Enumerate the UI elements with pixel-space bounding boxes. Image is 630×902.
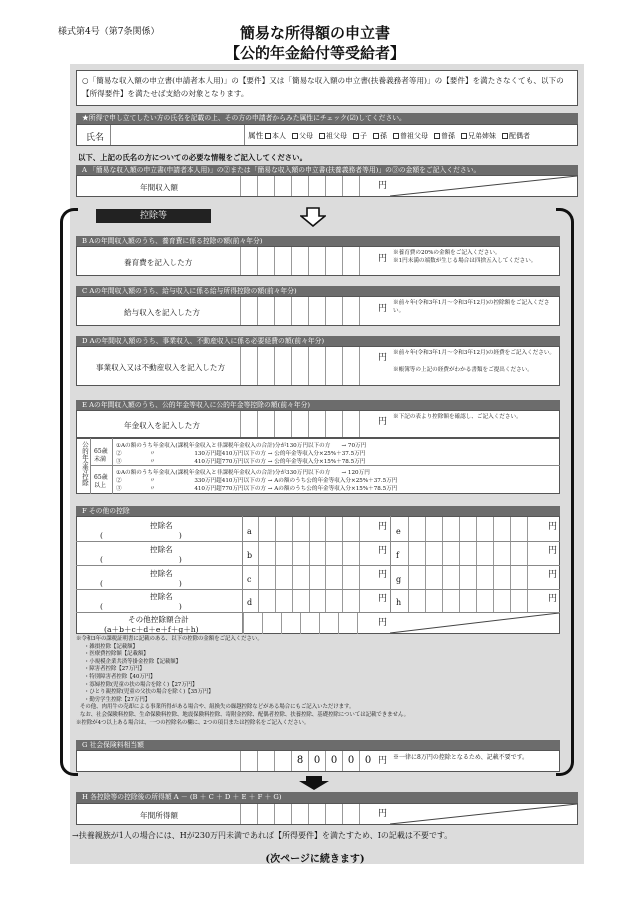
pension-row: ② 〃 130万円超410万円以下の方 → 公的年金等収入分×25%＋37.5万円 (116, 451, 366, 457)
section-a-label: 年間収入額 (140, 183, 178, 192)
pension-divider (112, 438, 113, 494)
checkbox[interactable] (502, 133, 508, 139)
section-d-label: 事業収入又は不動産収入を記入した方 (96, 363, 226, 372)
section-h-label: 年間所得額 (140, 811, 178, 820)
f-notes (76, 636, 560, 727)
pension-row: ③ 〃 410万円超770万円以下の方 → Aの額のうち公的年金等収入分×15%＋78.5万円 (116, 486, 398, 492)
attr-label: 属性 (248, 131, 264, 140)
checkbox[interactable] (434, 133, 440, 139)
relation-checkboxes (265, 131, 530, 141)
section-c-label: 給与収入を記入した方 (124, 308, 200, 317)
f-yen: 円 (548, 594, 558, 604)
f-note: ・特別障害者控除【40万円】 (84, 673, 156, 680)
f-item-label: 控除名 (150, 592, 173, 601)
section-a-amount-field[interactable] (240, 176, 376, 196)
following-note: 以下、上記の氏名の方についての必要な情報をご記入してください。 (78, 153, 307, 162)
arrow-down-icon (300, 207, 326, 227)
f-amount-f[interactable] (408, 542, 544, 565)
f-item-label: 控除名 (150, 521, 173, 530)
section-f-bar: F その他の控除 (76, 506, 560, 516)
f-col-divider (390, 516, 391, 612)
f-yen: 円 (378, 570, 388, 580)
f-letter-f: f (396, 551, 399, 560)
name-field[interactable] (110, 125, 245, 145)
checkbox[interactable] (393, 133, 399, 139)
section-b-bar: B Aの年間収入額のうち、養育費に係る控除の額(前々年分) (76, 236, 560, 246)
f-total-formula: (a＋b＋c＋d＋e＋f＋g＋h) (104, 625, 199, 634)
f-note: ・障害者控除【27万円】 (84, 666, 145, 673)
relation-option[interactable]: 曾孫 (434, 131, 455, 141)
section-e-yen: 円 (378, 417, 388, 427)
section-c-amount-field[interactable] (240, 297, 376, 325)
f-amount-g[interactable] (408, 566, 544, 589)
relation-option[interactable]: 配偶者 (502, 131, 530, 141)
section-d-note2: ※帳簿等の上記の経費がわかる書類をご提出ください。 (393, 367, 533, 373)
section-a-yen: 円 (378, 181, 388, 191)
pension-divider (90, 438, 91, 494)
f-note: なお、社会保険料控除、生命保険料控除、地震保険料控除、寄附金控除、配偶者控除、扶養控除、基礎控除については記載できません。 (80, 711, 410, 718)
f-note: ・小規模企業共済等掛金控除【記載額】 (84, 658, 182, 665)
f-yen: 円 (378, 546, 388, 556)
section-e-note: ※下記の表より控除額を確認し、ご記入ください。 (393, 414, 522, 420)
f-letter-g: g (396, 575, 402, 584)
section-d-bar: D Aの年間収入額のうち、事業収入、不動産収入に係る必要経費の額(前々年分) (76, 336, 560, 346)
pension-row: ② 〃 330万円超410万円以下の方 → Aの額のうち公的年金等収入分×25%＋37.5万円 (116, 478, 398, 484)
f-note: ※令和3年の課税証明書に記載のある、以下の控除の金額をご記入ください。 (76, 636, 263, 642)
f-total-amount[interactable] (243, 613, 376, 634)
f-item-paren[interactable]: ( ) (100, 579, 182, 588)
section-b-note1: ※養育費の20%の金額をご記入ください。 (393, 250, 501, 256)
checkbox[interactable] (461, 133, 467, 139)
name-label: 氏名 (86, 133, 105, 143)
f-amount-h[interactable] (408, 590, 544, 612)
f-yen: 円 (548, 546, 558, 556)
star-note-bar: ★所得で申し立てしたい方の氏名を記載の上、その方の申請者からみた属性にチェック(☑)してください。 (76, 113, 578, 124)
f-amount-b[interactable] (258, 542, 376, 565)
g-digit: 0 (342, 751, 359, 771)
section-d-amount-field[interactable] (240, 347, 376, 385)
f-letter-d: d (247, 598, 253, 607)
relation-option[interactable]: 曾祖父母 (393, 131, 428, 141)
f-yen: 円 (548, 522, 558, 532)
f-total-label: その他控除額合計 (128, 615, 189, 624)
section-g-note: ※一律に8万円の控除となるため、記載不要です。 (393, 754, 529, 761)
section-g-amount (240, 751, 376, 771)
f-yen: 円 (378, 594, 388, 604)
section-e-bar: E Aの年間収入額のうち、公的年金等収入に公的年金等控除の額(前々年分) (76, 400, 560, 410)
pension-divider (90, 465, 560, 466)
relation-option[interactable]: 祖父母 (319, 131, 347, 141)
relation-option[interactable]: 子 (353, 131, 367, 141)
f-note: ・勤労学生控除【27万円】 (84, 696, 151, 703)
pension-under65-label: 65歳未満 (94, 448, 108, 463)
f-amount-c[interactable] (258, 566, 376, 589)
f-item-paren[interactable]: ( ) (100, 555, 182, 564)
section-h-diagonal (390, 804, 577, 824)
section-e-label: 年金収入を記入した方 (124, 421, 200, 430)
f-item-label: 控除名 (150, 545, 173, 554)
intro-note: ○「簡易な収入額の申立書(申請者本人用)」の【要件】又は「簡易な収入額の申立書(扶養義務者等用)」の【要件】を満たさなくても、以下の【所得要件】を満たせば支給の対象となります。 (76, 70, 578, 106)
deduction-tag: 控除等 (96, 209, 211, 223)
section-b-note2: ※1円未満の端数が生じる場合は四捨五入してください。 (393, 258, 537, 264)
title-line2: 【公的年金給付等受給者】 (224, 44, 405, 62)
section-c-yen: 円 (378, 304, 388, 314)
f-note: ・雑損控除【記載額】 (84, 643, 138, 650)
section-e-amount-field[interactable] (240, 411, 376, 437)
checkbox[interactable] (373, 133, 379, 139)
section-h-bar: H 各控除等の控除後の所得額 A － (B ＋ C ＋ D ＋ E ＋ F ＋ G) (76, 792, 578, 803)
f-letter-c: c (247, 575, 252, 584)
section-h-amount-field[interactable] (240, 804, 376, 824)
f-yen: 円 (378, 522, 388, 532)
f-total-yen: 円 (378, 618, 388, 628)
g-digit: 0 (308, 751, 325, 771)
pension-side-label: 公的年金等控除 (81, 441, 89, 486)
pension-row: ①Aの額のうち年金収入(課税年金収入と非課税年金収入の合計)分が130万円以下の方 → 70万円 (116, 443, 367, 449)
section-b-yen: 円 (378, 254, 388, 264)
section-d-note1: ※前々年(令和3年1月～令和3年12月)の経費をご記入ください。 (393, 350, 556, 356)
section-b-label: 養育費を記入した方 (124, 258, 193, 267)
relation-option[interactable]: 孫 (373, 131, 387, 141)
arrow-down-icon (298, 776, 330, 790)
section-c-note: ※前々年(令和3年1月～令和3年12月)の控除額をご記入ください。 (393, 300, 550, 314)
f-note: ・寡婦控除(児童の扶の場合を除く)【27万円】 (84, 681, 198, 688)
relation-option[interactable]: 兄弟姉妹 (461, 131, 496, 141)
section-a-diagonal (390, 176, 577, 196)
pension-over65-label: 65歳以上 (94, 474, 108, 489)
pension-row: ①Aの額のうち年金収入(課税年金収入と非課税年金収入の合計)分が330万円以下の方 → 120万円 (116, 470, 370, 476)
continue-note: (次ページに続きます) (265, 854, 365, 865)
g-digit: 0 (325, 751, 342, 771)
f-item-paren[interactable]: ( ) (100, 531, 182, 540)
f-item-paren[interactable]: ( ) (100, 602, 182, 611)
f-note: ・医療費控除額【記載額】 (84, 651, 149, 658)
f-yen: 円 (548, 570, 558, 580)
section-c-bar: C Aの年間収入額のうち、給与収入に係る給与所得控除の額(前々年分) (76, 286, 560, 296)
g-digit: 8 (291, 751, 308, 771)
checkbox[interactable] (292, 133, 298, 139)
section-d-yen: 円 (378, 353, 388, 363)
footer-note: →扶養親族が1人の場合には、Hが230万円未満であれば【所得要件】を満たすため、Ⅰの記載は不要です。 (72, 831, 453, 840)
section-a-bar: A 「簡易な収入額の申立書(申請者本人用)」の②または「簡易な収入額の申立書(扶養義務者等用)」の③の金額をご記入ください。 (76, 165, 578, 175)
form-number: 様式第4号（第7条関係） (58, 27, 160, 37)
relation-option[interactable]: 父母 (292, 131, 313, 141)
checkbox[interactable] (353, 133, 359, 139)
f-total-diagonal (390, 613, 559, 633)
g-digit: 0 (359, 751, 376, 771)
pension-row: ③ 〃 410万円超770万円以下の方 → 公的年金等収入分×15%＋78.5万円 (116, 459, 366, 465)
section-g-bar: G 社会保険料相当額 (76, 740, 560, 750)
f-letter-h: h (396, 598, 402, 607)
f-amount-d[interactable] (258, 590, 376, 612)
checkbox[interactable] (319, 133, 325, 139)
f-item-label: 控除名 (150, 569, 173, 578)
f-letter-b: b (247, 551, 253, 560)
section-g-yen: 円 (378, 756, 388, 766)
f-note: ・ひとり親控除(児童の父扶の場合を除く)【35万円】 (84, 689, 214, 696)
f-letter-a: a (247, 527, 252, 536)
f-letter-e: e (396, 527, 401, 536)
f-note: ※控除が4つ以上ある場合は、一つの控除名の欄に、2つの項目または控除名をご記入ください。 (76, 719, 310, 726)
checkbox[interactable] (265, 133, 271, 139)
section-h-yen: 円 (378, 809, 388, 819)
relation-option[interactable]: 本人 (265, 131, 286, 141)
section-b-amount-field[interactable] (240, 247, 376, 275)
f-amount-e[interactable] (408, 517, 544, 541)
f-amount-a[interactable] (258, 517, 376, 541)
f-note: その他、肉用牛の売却による事業所得がある場合や、組換失の繰越控除などがある場合にもご記入いただけます。 (80, 704, 355, 711)
title-line1: 簡易な所得額の申立書 (239, 24, 390, 42)
